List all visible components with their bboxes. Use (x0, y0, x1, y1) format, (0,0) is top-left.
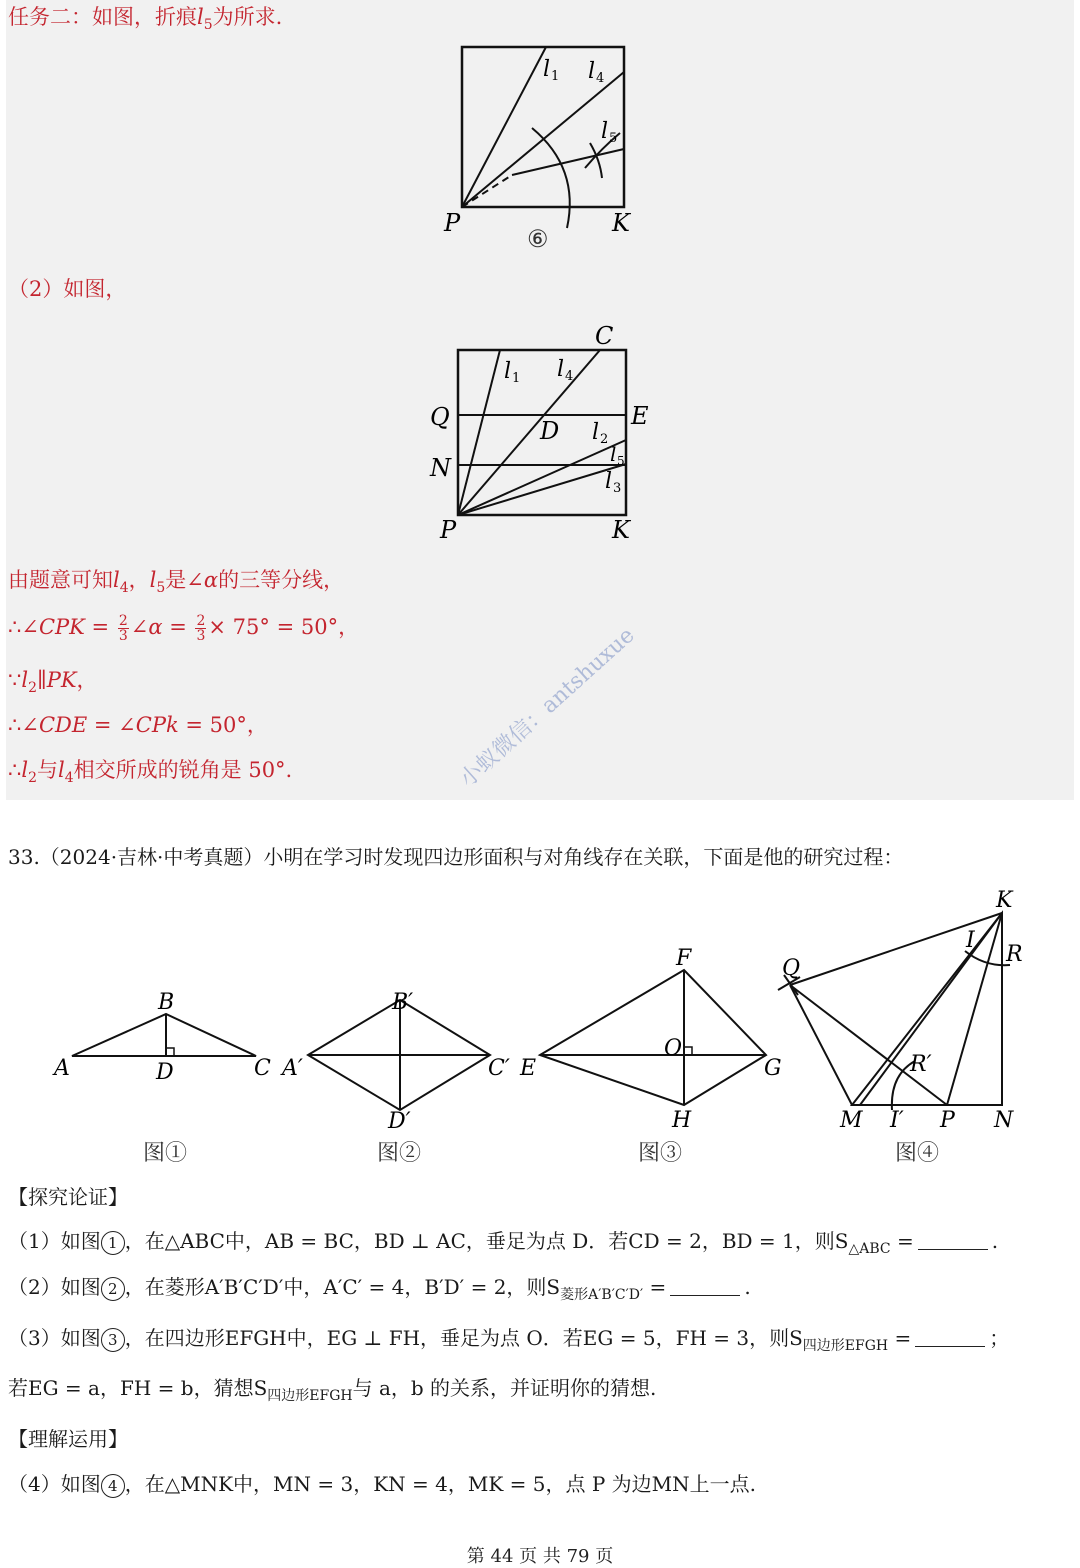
svg-text:I′: I′ (890, 1108, 904, 1133)
section-explore-heading: 【探究论证】 (8, 1185, 128, 1209)
solution-line-5: $\therefore l_2$与$l_4$相交所成的锐角是 50°. (8, 758, 293, 787)
svg-text:D: D (540, 417, 560, 445)
question-part-3-continued: 若EG = a，FH = b，猜想$S_{四边形EFGH}$与 a，b 的关系，并证明你的猜想. (8, 1376, 657, 1404)
watermark: 小蚁微信：antshuxue (455, 622, 640, 793)
svg-text:N: N (994, 1108, 1014, 1133)
svg-text:4: 4 (596, 71, 605, 86)
svg-text:F: F (676, 946, 692, 971)
svg-text:B′: B′ (392, 990, 414, 1015)
svg-text:l: l (557, 357, 565, 382)
answer-blank-2[interactable] (670, 1277, 740, 1296)
question-part-2: （2）如图 2 ，在菱形A′B′C′D′中，A′C′ = 4，B′D′ = 2，则$S_{菱形A'B'C'D'}$ = . (8, 1275, 751, 1303)
svg-text:N: N (430, 454, 451, 482)
svg-text:D′: D′ (388, 1109, 411, 1134)
svg-text:l: l (605, 469, 613, 494)
svg-text:B: B (158, 990, 175, 1015)
svg-text:K: K (612, 516, 630, 544)
svg-text:l: l (588, 59, 596, 84)
question-33-stem: 33.（2024·吉林·中考真题）小明在学习时发现四边形面积与对角线存在关联，下面是他的研究过程： (8, 845, 904, 869)
solution-line-2: ∴∠CPK = $\frac{2}{3}$ ∠α = $\frac{2}{3}$ × 75° = 50°， (8, 613, 360, 644)
svg-text:K: K (612, 209, 630, 237)
svg-text:l: l (592, 420, 600, 445)
figure-1 (50, 985, 280, 1085)
svg-text:C: C (254, 1056, 271, 1081)
figure-2-caption: 图② (377, 1141, 422, 1166)
question-part-4: （4）如图 4 ，在△MNK中，MN = 3，KN = 4，MK = 5，点 P 为边MN上一点. (8, 1472, 756, 1496)
figure-1-caption: 图① (143, 1141, 188, 1166)
section-apply-heading: 【理解运用】 (8, 1427, 128, 1451)
svg-text:H: H (672, 1108, 692, 1133)
svg-text:5: 5 (617, 454, 625, 468)
svg-text:1: 1 (551, 69, 560, 84)
svg-text:l: l (601, 119, 609, 144)
svg-text:Q: Q (782, 956, 801, 981)
answer-blank-3[interactable] (915, 1328, 985, 1347)
svg-text:Q: Q (430, 403, 450, 431)
svg-text:R: R (1006, 942, 1023, 967)
svg-text:4: 4 (565, 369, 574, 384)
figure-2 (280, 985, 520, 1135)
figure-4 (770, 885, 1050, 1135)
svg-text:M: M (840, 1108, 863, 1133)
task2-line: 任务二：如图，折痕$l_5$为所求. (8, 5, 283, 34)
page-footer: 第 44 页 共 79 页 (466, 1546, 614, 1567)
svg-text:C: C (595, 322, 614, 350)
svg-text:l: l (610, 442, 617, 466)
svg-text:l: l (543, 57, 551, 82)
svg-text:G: G (764, 1056, 782, 1081)
solution-line-3: $\because l_2\parallel PK$， (8, 668, 98, 697)
svg-text:3: 3 (613, 481, 622, 496)
svg-text:A′: A′ (282, 1056, 303, 1081)
figure-3 (518, 945, 793, 1135)
svg-text:2: 2 (600, 432, 609, 447)
solution-line-1: 由题意可知$l_4$，$l_5$是∠α的三等分线， (8, 568, 345, 597)
svg-text:l: l (504, 359, 512, 384)
figure-7 (420, 318, 670, 548)
svg-text:O: O (664, 1036, 683, 1061)
svg-text:1: 1 (512, 371, 521, 386)
svg-text:E: E (631, 402, 649, 430)
part2-label: （2）如图， (8, 277, 127, 301)
svg-text:I: I (966, 928, 975, 953)
solution-line-4: ∴∠CDE = ∠CPk = 50°， (8, 713, 268, 737)
svg-text:E: E (520, 1056, 537, 1081)
svg-text:P: P (940, 1108, 955, 1133)
svg-text:P: P (444, 209, 461, 237)
figure-3-caption: 图③ (638, 1141, 683, 1166)
answer-blank-1[interactable] (918, 1231, 988, 1250)
figure-4-caption: 图④ (895, 1141, 940, 1166)
svg-text:R′: R′ (910, 1052, 932, 1077)
svg-text:A: A (54, 1056, 70, 1081)
svg-text:D: D (156, 1060, 174, 1085)
svg-text:P: P (440, 516, 457, 544)
svg-text:C′: C′ (488, 1056, 510, 1081)
svg-text:5: 5 (609, 131, 618, 146)
question-part-3: （3）如图 3 ，在四边形EFGH中，EG ⊥ FH，垂足为点 O．若EG = 5，FH = 3，则$S_{四边形EFGH}$ = ； (8, 1326, 1010, 1354)
svg-text:K: K (996, 888, 1013, 913)
question-part-1: （1）如图 1 ，在△ABC中，AB = BC，BD ⊥ AC，垂足为点 D．若CD = 2，BD = 1，则$S_{\triangle ABC}$ = . (8, 1229, 999, 1257)
figure-6-caption: ⑥ (527, 225, 549, 253)
